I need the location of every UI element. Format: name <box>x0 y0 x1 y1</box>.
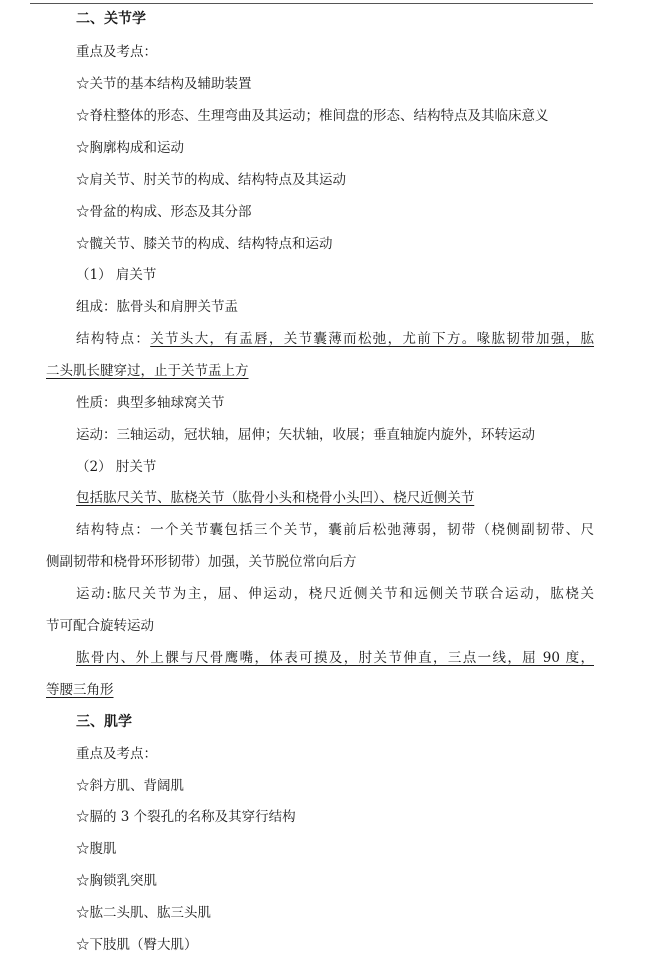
elbow-structure-continued: 侧副韧带和桡骨环形韧带）加强，关节脱位常向后方 <box>46 554 357 570</box>
key-point: ☆肱二头肌、肱三头肌 <box>76 905 211 921</box>
shoulder-structure-continued: 二头肌长腱穿过，止于关节盂上方 <box>46 363 249 379</box>
key-point: ☆下肢肌（臀大肌） <box>76 937 198 953</box>
shoulder-structure-label: 结构特点： <box>76 331 151 347</box>
key-point: ☆斜方肌、背阔肌 <box>76 778 184 794</box>
key-point: ☆关节的基本结构及辅助装置 <box>76 76 252 92</box>
elbow-landmarks: 肱骨内、外上髁与尺骨鹰嘴，体表可摸及，肘关节伸直，三点一线，屈 90 度， <box>76 650 594 666</box>
key-point: ☆膈的 3 个裂孔的名称及其穿行结构 <box>76 809 296 825</box>
shoulder-structure-text: 关节头大，有盂唇，关节囊薄而松弛，尤前下方。喙肱韧带加强，肱 <box>150 331 595 347</box>
subsection-title-elbow: （2） 肘关节 <box>76 459 157 475</box>
section-heading-joints: 二、关节学 <box>76 11 146 27</box>
key-point: ☆脊柱整体的形态、生理弯曲及其运动；椎间盘的形态、结构特点及其临床意义 <box>76 108 549 124</box>
shoulder-structure <box>76 330 594 348</box>
key-point: ☆腹肌 <box>76 841 117 857</box>
key-point: ☆髋关节、膝关节的构成、结构特点和运动 <box>76 236 333 252</box>
key-point: ☆胸锁乳突肌 <box>76 873 157 889</box>
shoulder-movement: 运动：三轴运动，冠状轴，屈伸；矢状轴，收展；垂直轴旋内旋外，环转运动 <box>76 427 535 443</box>
header-rule <box>30 3 593 4</box>
focus-label: 重点及考点： <box>76 746 157 762</box>
shoulder-nature: 性质：典型多轴球窝关节 <box>76 395 225 411</box>
key-point: ☆肩关节、肘关节的构成、结构特点及其运动 <box>76 172 346 188</box>
section-heading-muscles: 三、肌学 <box>76 714 132 730</box>
key-point: ☆胸廓构成和运动 <box>76 140 184 156</box>
focus-label: 重点及考点： <box>76 44 157 60</box>
elbow-movement-continued: 节可配合旋转运动 <box>46 618 154 634</box>
elbow-includes: 包括肱尺关节、肱桡关节（肱骨小头和桡骨小头凹）、桡尺近侧关节 <box>76 490 475 506</box>
elbow-landmarks-continued: 等腰三角形 <box>46 682 114 698</box>
elbow-movement: 运动:肱尺关节为主，屈、伸运动，桡尺近侧关节和远侧关节联合运动，肱桡关 <box>76 586 594 602</box>
shoulder-composition: 组成：肱骨头和肩胛关节盂 <box>76 299 238 315</box>
elbow-structure: 结构特点：一个关节囊包括三个关节，囊前后松弛薄弱，韧带（桡侧副韧带、尺 <box>76 522 594 538</box>
key-point: ☆骨盆的构成、形态及其分部 <box>76 204 252 220</box>
subsection-title-shoulder: （1） 肩关节 <box>76 267 157 283</box>
